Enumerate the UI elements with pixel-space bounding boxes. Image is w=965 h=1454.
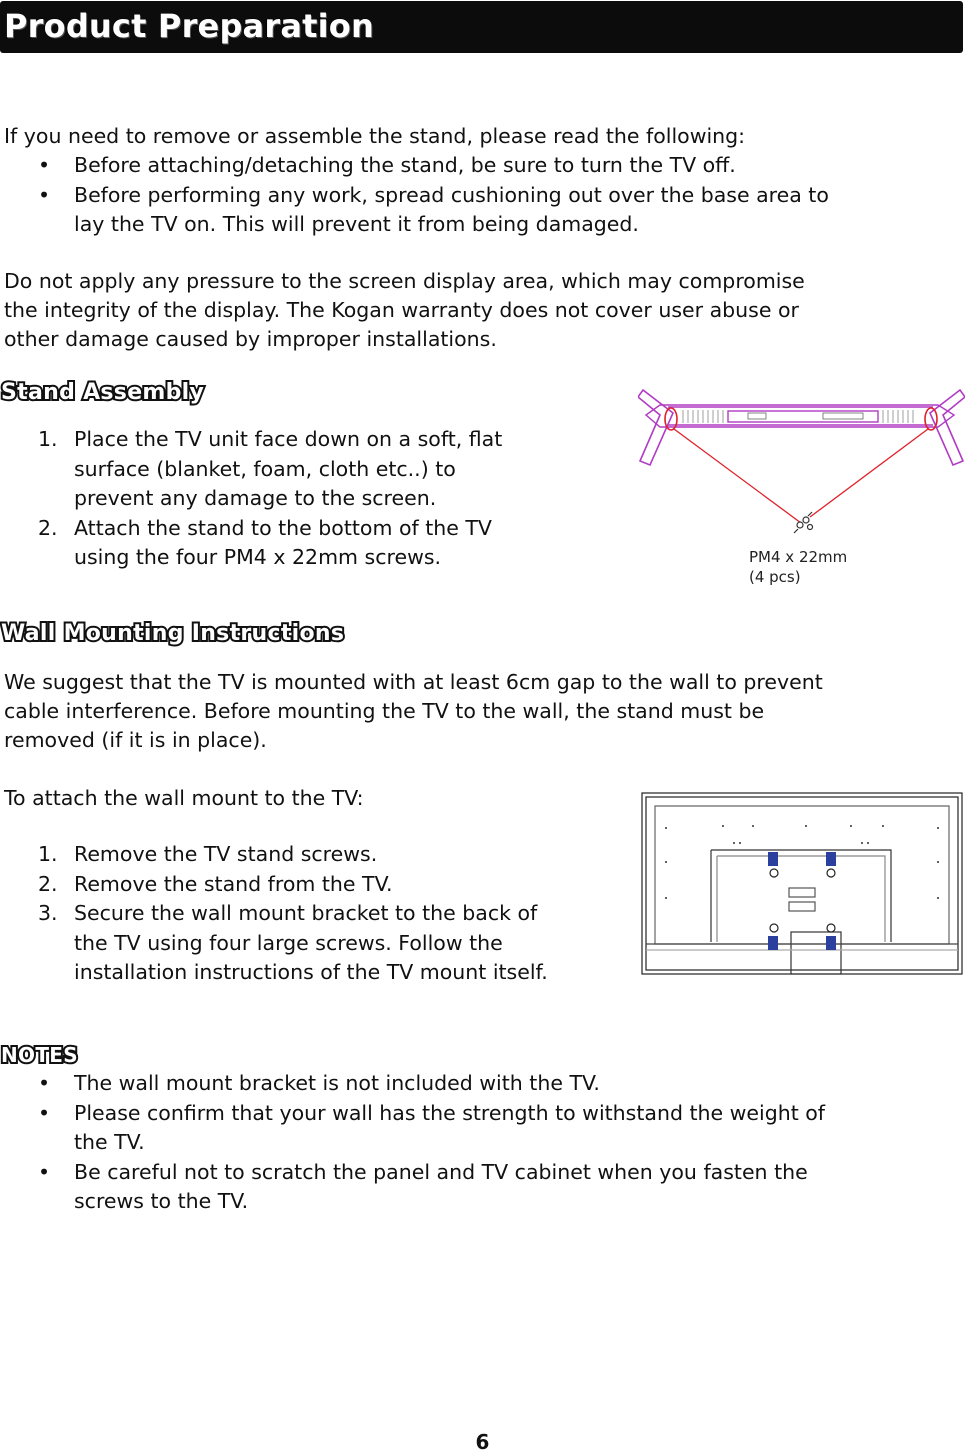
list-item: • The wall mount bracket is not included with the TV. (38, 1071, 600, 1095)
list-item: • Before attaching/detaching the stand, be sure to turn the TV off. (38, 153, 736, 177)
list-item: • Before performing any work, spread cushioning out over the base area to (38, 182, 829, 207)
page-number: 6 (475, 1430, 490, 1454)
screw-leader-lines (674, 429, 928, 523)
screw-caption-count: (4 pcs) (749, 568, 801, 586)
list-item: 2. Remove the stand from the TV. (38, 871, 393, 896)
notes-bullets (4, 1069, 825, 1217)
list-item: • Be careful not to scratch the panel and TV cabinet when you fasten the (38, 1159, 808, 1184)
list-item-continuation: surface (blanket, foam, cloth etc..) to (74, 456, 456, 481)
warning-line: Do not apply any pressure to the screen display area, which may compromise (4, 269, 805, 293)
attach-lead: To attach the wall mount to the TV: (4, 786, 364, 810)
list-item: 2. Attach the stand to the bottom of the TV (38, 515, 492, 540)
tv-back-outline (642, 793, 962, 974)
list-item: 1. Place the TV unit face down on a soft, flat (38, 427, 503, 451)
wall-intro-line: removed (if it is in place). (4, 728, 267, 752)
list-item-continuation: prevent any damage to the screen. (74, 486, 437, 510)
wall-intro-line: We suggest that the TV is mounted with at least 6cm gap to the wall to prevent (4, 670, 823, 694)
stand-diagram (638, 385, 965, 545)
intro-lead: If you need to remove or assemble the stand, please read the following: (4, 124, 746, 148)
screws-icon (794, 512, 813, 533)
list-item-continuation: lay the TV on. This will prevent it from being damaged. (74, 212, 639, 236)
stand-steps (4, 425, 502, 573)
list-item: • Please confirm that your wall has the strength to withstand the weight of (38, 1100, 826, 1125)
warning-line: other damage caused by improper installations. (4, 327, 497, 351)
wall-mounting-heading: Wall Mounting Instructions (1, 621, 345, 646)
tv-back-diagram (641, 792, 963, 976)
header-bar (0, 1, 963, 53)
list-item-continuation: installation instructions of the TV mount itself. (74, 960, 548, 984)
screw-caption-size: PM4 x 22mm (749, 548, 848, 566)
list-item: 1. Remove the TV stand screws. (38, 842, 378, 866)
wall-bracket-markers (768, 852, 836, 950)
stand-assembly-heading: Stand Assembly (1, 380, 205, 405)
warning-line: the integrity of the display. The Kogan warranty does not cover user abuse or (4, 298, 799, 322)
notes-heading: NOTES (1, 1043, 78, 1067)
intro-bullets (4, 151, 829, 240)
page-title: Product Preparation (4, 7, 374, 45)
list-item-continuation: screws to the TV. (74, 1189, 249, 1213)
list-item-continuation: the TV using four large screws. Follow the (74, 930, 503, 955)
list-item-continuation: using the four PM4 x 22mm screws. (74, 545, 442, 569)
screw-holes (770, 869, 835, 932)
list-item: 3. Secure the wall mount bracket to the back of (38, 901, 538, 925)
wall-intro-line: cable interference. Before mounting the TV to the wall, the stand must be (4, 699, 765, 723)
list-item-continuation: the TV. (74, 1130, 145, 1154)
wall-steps (4, 840, 548, 988)
